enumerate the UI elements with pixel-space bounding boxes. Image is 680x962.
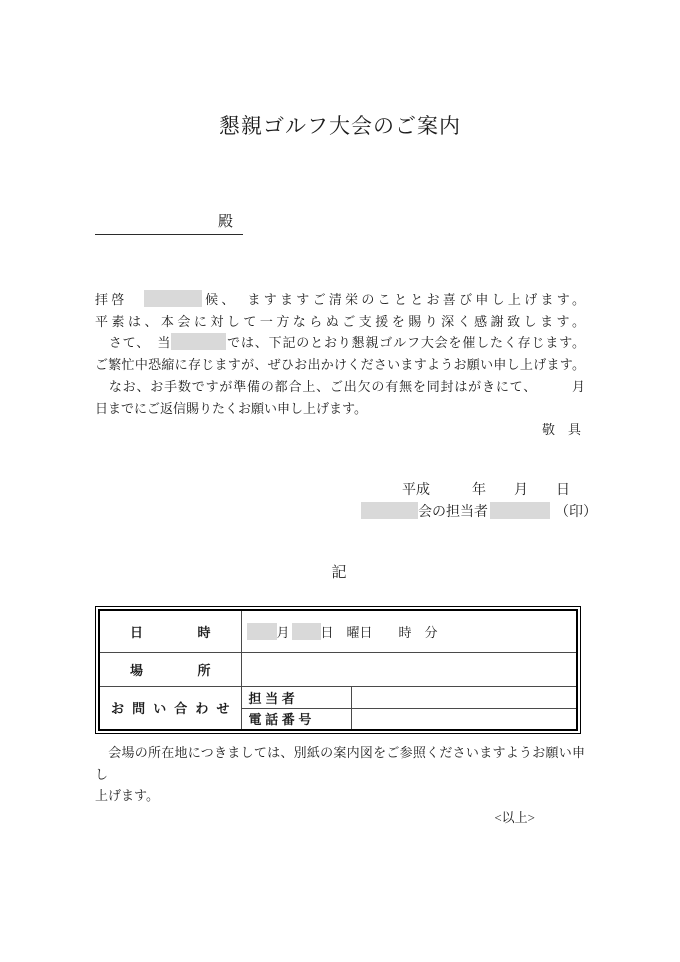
body-line-thanks: 平素は、本会に対して一方ならぬご支援を賜り深く感謝致します。 (95, 313, 585, 329)
place-value-cell[interactable] (241, 652, 577, 686)
table-row (99, 652, 577, 686)
letter-body (95, 289, 585, 441)
body-line-announce (95, 332, 585, 354)
signer-name-placeholder[interactable] (490, 502, 550, 519)
place-label-cell: 場 所 (99, 652, 241, 686)
closing-word: 敬 具 (541, 422, 581, 438)
greeting-text: 候、 ますますご清栄のこととお喜び申し上げます。 (201, 292, 585, 307)
footer-line-map: 会場の所在地につきましては、別紙の案内図をご参照くださいますようお願い申し (95, 745, 585, 782)
phone-value-cell[interactable] (351, 708, 577, 730)
contact-person-value-cell[interactable] (351, 686, 577, 708)
datetime-units: 曜日 時 分 (333, 624, 438, 640)
season-greeting-placeholder[interactable] (144, 290, 202, 307)
addressee-suffix: 殿 (217, 214, 233, 230)
record-marker: 記 (331, 565, 349, 581)
seal-mark: （印） (555, 505, 597, 520)
document-title: 懇親ゴルフ大会のご案内 (219, 114, 461, 138)
footer-note (95, 742, 585, 829)
contact-person-label-cell: 担 当 者 (241, 686, 351, 708)
body-line-reply-request: なお、お手数ですが準備の都合上、ご出欠の有無を同封はがきにて、 月 (95, 378, 585, 394)
day-unit: 日 (320, 624, 334, 640)
announce-post-text: では、下記のとおり懇親ゴルフ大会を催したく存じます。 (226, 335, 585, 351)
month-placeholder[interactable] (247, 623, 277, 640)
table-row (99, 610, 577, 652)
date-line[interactable]: 平成 年 月 日 (402, 483, 570, 498)
end-marker: <以上> (494, 810, 535, 826)
datetime-label-cell: 日 時 (99, 610, 241, 652)
table-row (99, 686, 577, 708)
phone-label-cell: 電 話 番 号 (241, 708, 351, 730)
signer-role-text: 会の担当者 (418, 505, 488, 520)
body-line-greeting (95, 289, 585, 311)
salutation-text: 拝啓 (95, 292, 144, 307)
body-line-invite: ご繁忙中恐縮に存じますが、ぜひお出かけくださいますようお願い申し上げます。 (95, 357, 585, 373)
month-unit: 月 (276, 624, 290, 640)
details-table (98, 609, 578, 731)
signature-line (0, 501, 597, 521)
addressee-blank-line[interactable] (95, 210, 243, 235)
organization-name-placeholder[interactable] (171, 333, 226, 350)
footer-line-continuation: 上げます。 (95, 788, 159, 804)
day-placeholder[interactable] (292, 623, 321, 640)
signer-organization-placeholder[interactable] (361, 502, 418, 519)
body-line-reply-deadline: 日までにご返信賜りたくお願い申し上げます。 (95, 400, 367, 416)
announce-pre-text: さて、 当 (95, 335, 172, 351)
inquiry-label-cell: お 問 い 合 わ せ (99, 686, 241, 730)
details-table-border (95, 606, 581, 734)
datetime-value-cell[interactable] (241, 610, 577, 652)
